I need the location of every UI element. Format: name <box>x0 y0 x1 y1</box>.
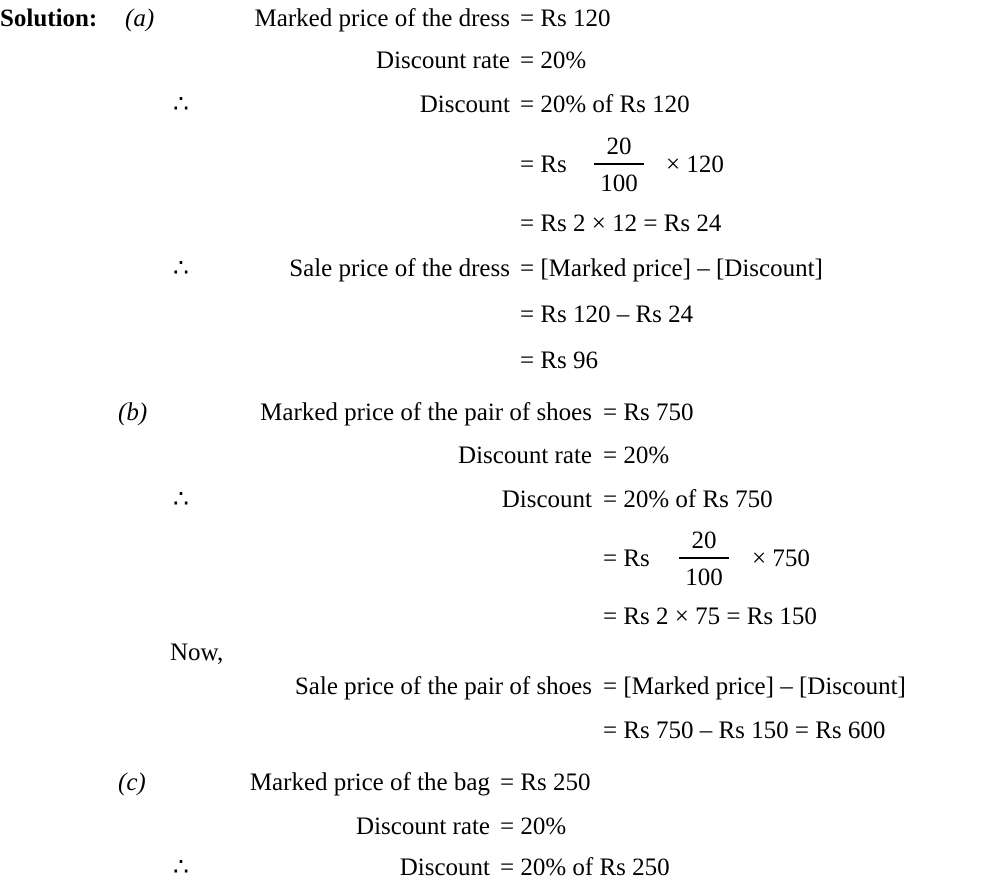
part-b-discount-label: Discount <box>501 486 592 513</box>
part-c-rate-value: = 20% <box>500 813 567 840</box>
part-b-therefore: ∴ <box>173 486 189 513</box>
part-c-discount-label: Discount <box>399 854 490 881</box>
part-c-therefore: ∴ <box>173 854 189 881</box>
part-a-frac-prefix: = Rs <box>520 151 567 178</box>
part-a-sale-formula: = [Marked price] – [Discount] <box>520 255 823 282</box>
part-b-sale-step: = Rs 750 – Rs 150 = Rs 600 <box>603 717 886 744</box>
part-c-marked-label: Marked price of the bag <box>249 769 490 796</box>
part-b-discount-value: = 20% of Rs 750 <box>603 486 773 513</box>
part-a-marked-value: = Rs 120 <box>520 5 611 32</box>
part-a-frac-denominator: 100 <box>600 169 638 197</box>
part-a-rate-value: = 20% <box>520 47 587 74</box>
part-a-therefore-2: ∴ <box>173 255 189 282</box>
part-c-discount-value: = 20% of Rs 250 <box>500 854 670 881</box>
part-b-frac-denominator: 100 <box>685 563 723 591</box>
part-b-rate-value: = 20% <box>603 442 670 469</box>
part-a-frac-numerator: 20 <box>606 133 632 160</box>
part-a-rate-label: Discount rate <box>376 47 510 74</box>
part-a-label: (a) <box>125 5 155 32</box>
part-b-label: (b) <box>118 399 148 426</box>
part-b-frac-suffix: × 750 <box>752 545 810 572</box>
part-a-step: = Rs 2 × 12 = Rs 24 <box>520 210 722 237</box>
part-a-sale-label: Sale price of the dress <box>289 255 510 282</box>
part-b-frac-numerator: 20 <box>691 527 717 554</box>
part-a-sale-step: = Rs 120 – Rs 24 <box>520 301 694 328</box>
solution-heading: Solution: <box>0 5 98 32</box>
part-b-now: Now, <box>170 639 224 666</box>
part-a-discount-label: Discount <box>419 91 510 118</box>
part-c-rate-label: Discount rate <box>356 813 490 840</box>
part-a-marked-label: Marked price of the dress <box>254 5 510 32</box>
part-b-marked-value: = Rs 750 <box>603 399 694 426</box>
part-b-sale-formula: = [Marked price] – [Discount] <box>603 673 906 700</box>
part-b-rate-label: Discount rate <box>458 442 592 469</box>
part-b-sale-label: Sale price of the pair of shoes <box>294 673 592 700</box>
part-b-fraction <box>675 528 733 590</box>
part-a-frac-suffix: × 120 <box>666 151 724 178</box>
part-b-frac-prefix: = Rs <box>603 545 650 572</box>
part-a-fraction <box>590 134 648 196</box>
part-a-sale-result: = Rs 96 <box>520 347 599 374</box>
part-a-therefore: ∴ <box>173 91 189 118</box>
part-c-label: (c) <box>118 769 146 796</box>
part-a-discount-value: = 20% of Rs 120 <box>520 91 690 118</box>
part-b-marked-label: Marked price of the pair of shoes <box>260 399 592 426</box>
part-b-step: = Rs 2 × 75 = Rs 150 <box>603 603 817 630</box>
part-c-marked-value: = Rs 250 <box>500 769 591 796</box>
